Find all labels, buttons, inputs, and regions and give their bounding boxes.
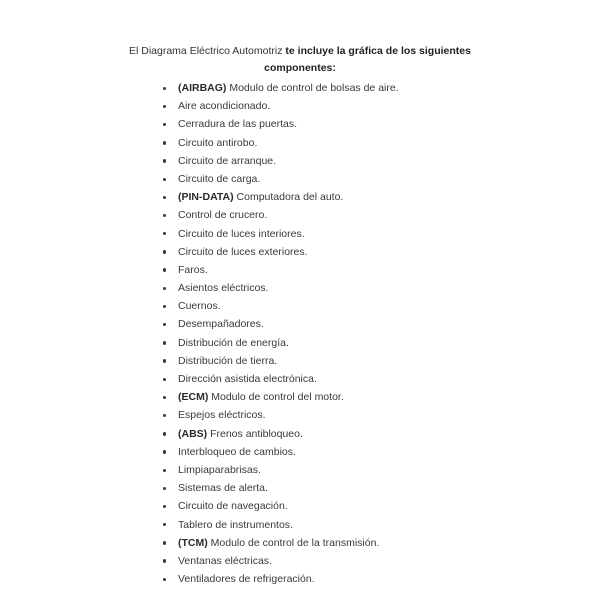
list-item (160, 97, 399, 115)
bullet-icon (163, 559, 166, 562)
list-item-text: Desempañadores. (178, 318, 264, 331)
bullet-icon (163, 359, 166, 362)
bullet-icon (163, 432, 166, 435)
bullet-icon (163, 414, 166, 417)
list-item-text: Modulo de control de bolsas de aire. (229, 82, 399, 94)
list-item-text: Aire acondicionado. (178, 100, 271, 113)
bullet-icon (163, 214, 166, 217)
bullet-icon (163, 378, 166, 381)
list-item (160, 534, 399, 552)
list-item-abbreviation: (ABS) (178, 427, 208, 440)
list-item-text: Dirección asistida electrónica. (178, 373, 317, 385)
list-item (160, 497, 399, 515)
list-item-text: Cerradura de las puertas. (178, 118, 298, 131)
list-item-text: Asientos eléctricos. (178, 282, 269, 295)
list-item-text: Circuito de arranque. (178, 154, 277, 167)
bullet-icon (163, 87, 166, 90)
list-item-text: Distribución de tierra. (178, 354, 278, 367)
bullet-icon (163, 469, 166, 472)
bullet-icon (163, 159, 166, 162)
list-item (160, 152, 399, 170)
list-item (160, 552, 399, 570)
list-item (160, 188, 399, 206)
bullet-icon (163, 541, 166, 544)
bullet-icon (163, 196, 166, 199)
list-item-text: Sistemas de alerta. (178, 482, 268, 495)
list-item (160, 297, 399, 315)
list-item (160, 370, 399, 388)
list-item-text: Interbloqueo de cambios. (178, 445, 296, 458)
list-item-text: Modulo de control del motor. (211, 391, 344, 404)
list-item (160, 79, 399, 97)
list-item-text: Limpiaparabrisas. (178, 463, 261, 476)
list-item (160, 134, 399, 152)
list-item (160, 425, 399, 443)
list-item-text: Espejos eléctricos. (178, 409, 266, 422)
components-list (160, 79, 399, 588)
list-item (160, 243, 399, 261)
bullet-icon (163, 341, 166, 344)
bullet-icon (163, 268, 166, 271)
list-item-text: Control de crucero. (178, 209, 268, 222)
bullet-icon (163, 105, 166, 108)
list-item (160, 352, 399, 370)
list-item-text: Faros. (178, 263, 208, 276)
list-item-text: Circuito de luces exteriores. (178, 245, 308, 258)
bullet-icon (163, 305, 166, 308)
intro-normal-text: El Diagrama Eléctrico Automotriz (129, 45, 283, 57)
list-item-text: Circuito de luces interiores. (178, 227, 305, 240)
intro-bold-text: te incluye la gráfica de los siguientes componentes: (264, 45, 471, 74)
list-item-abbreviation: (ECM) (178, 391, 209, 404)
list-item (160, 388, 399, 406)
list-item-text: Tablero de instrumentos. (178, 518, 293, 531)
list-item (160, 225, 399, 243)
list-item-abbreviation: (PIN-DATA) (178, 191, 234, 204)
list-item-text: Cuernos. (178, 300, 221, 313)
list-item (160, 570, 399, 588)
list-item (160, 479, 399, 497)
list-item (160, 461, 399, 479)
bullet-icon (163, 487, 166, 490)
bullet-icon (163, 505, 166, 508)
list-item-text: Frenos antibloqueo. (210, 427, 303, 440)
list-item-text: Circuito de carga. (178, 172, 261, 185)
bullet-icon (163, 232, 166, 235)
bullet-icon (163, 523, 166, 526)
bullet-icon (163, 123, 166, 126)
list-item (160, 315, 399, 333)
list-item-text: Circuito antirobo. (178, 136, 258, 149)
intro-paragraph (118, 43, 482, 77)
list-item-text: Computadora del auto. (236, 191, 344, 204)
list-item-text: Modulo de control de la transmisión. (210, 536, 380, 549)
bullet-icon (163, 323, 166, 326)
list-item (160, 443, 399, 461)
list-item (160, 206, 399, 224)
bullet-icon (163, 450, 166, 453)
list-item-text: Ventanas eléctricas. (178, 554, 272, 567)
list-item-abbreviation: (AIRBAG) (178, 82, 227, 94)
bullet-icon (163, 178, 166, 181)
bullet-icon (163, 141, 166, 144)
list-item (160, 406, 399, 424)
list-item (160, 261, 399, 279)
list-item (160, 115, 399, 133)
bullet-icon (163, 250, 166, 253)
list-item (160, 170, 399, 188)
list-item (160, 334, 399, 352)
list-item (160, 516, 399, 534)
bullet-icon (163, 578, 166, 581)
list-item-text: Circuito de navegación. (178, 500, 288, 513)
list-item-text: Distribución de energía. (178, 336, 289, 349)
bullet-icon (163, 396, 166, 399)
list-item-abbreviation: (TCM) (178, 536, 208, 549)
list-item-text: Ventiladores de refrigeración. (178, 573, 315, 586)
bullet-icon (163, 287, 166, 290)
list-item (160, 279, 399, 297)
